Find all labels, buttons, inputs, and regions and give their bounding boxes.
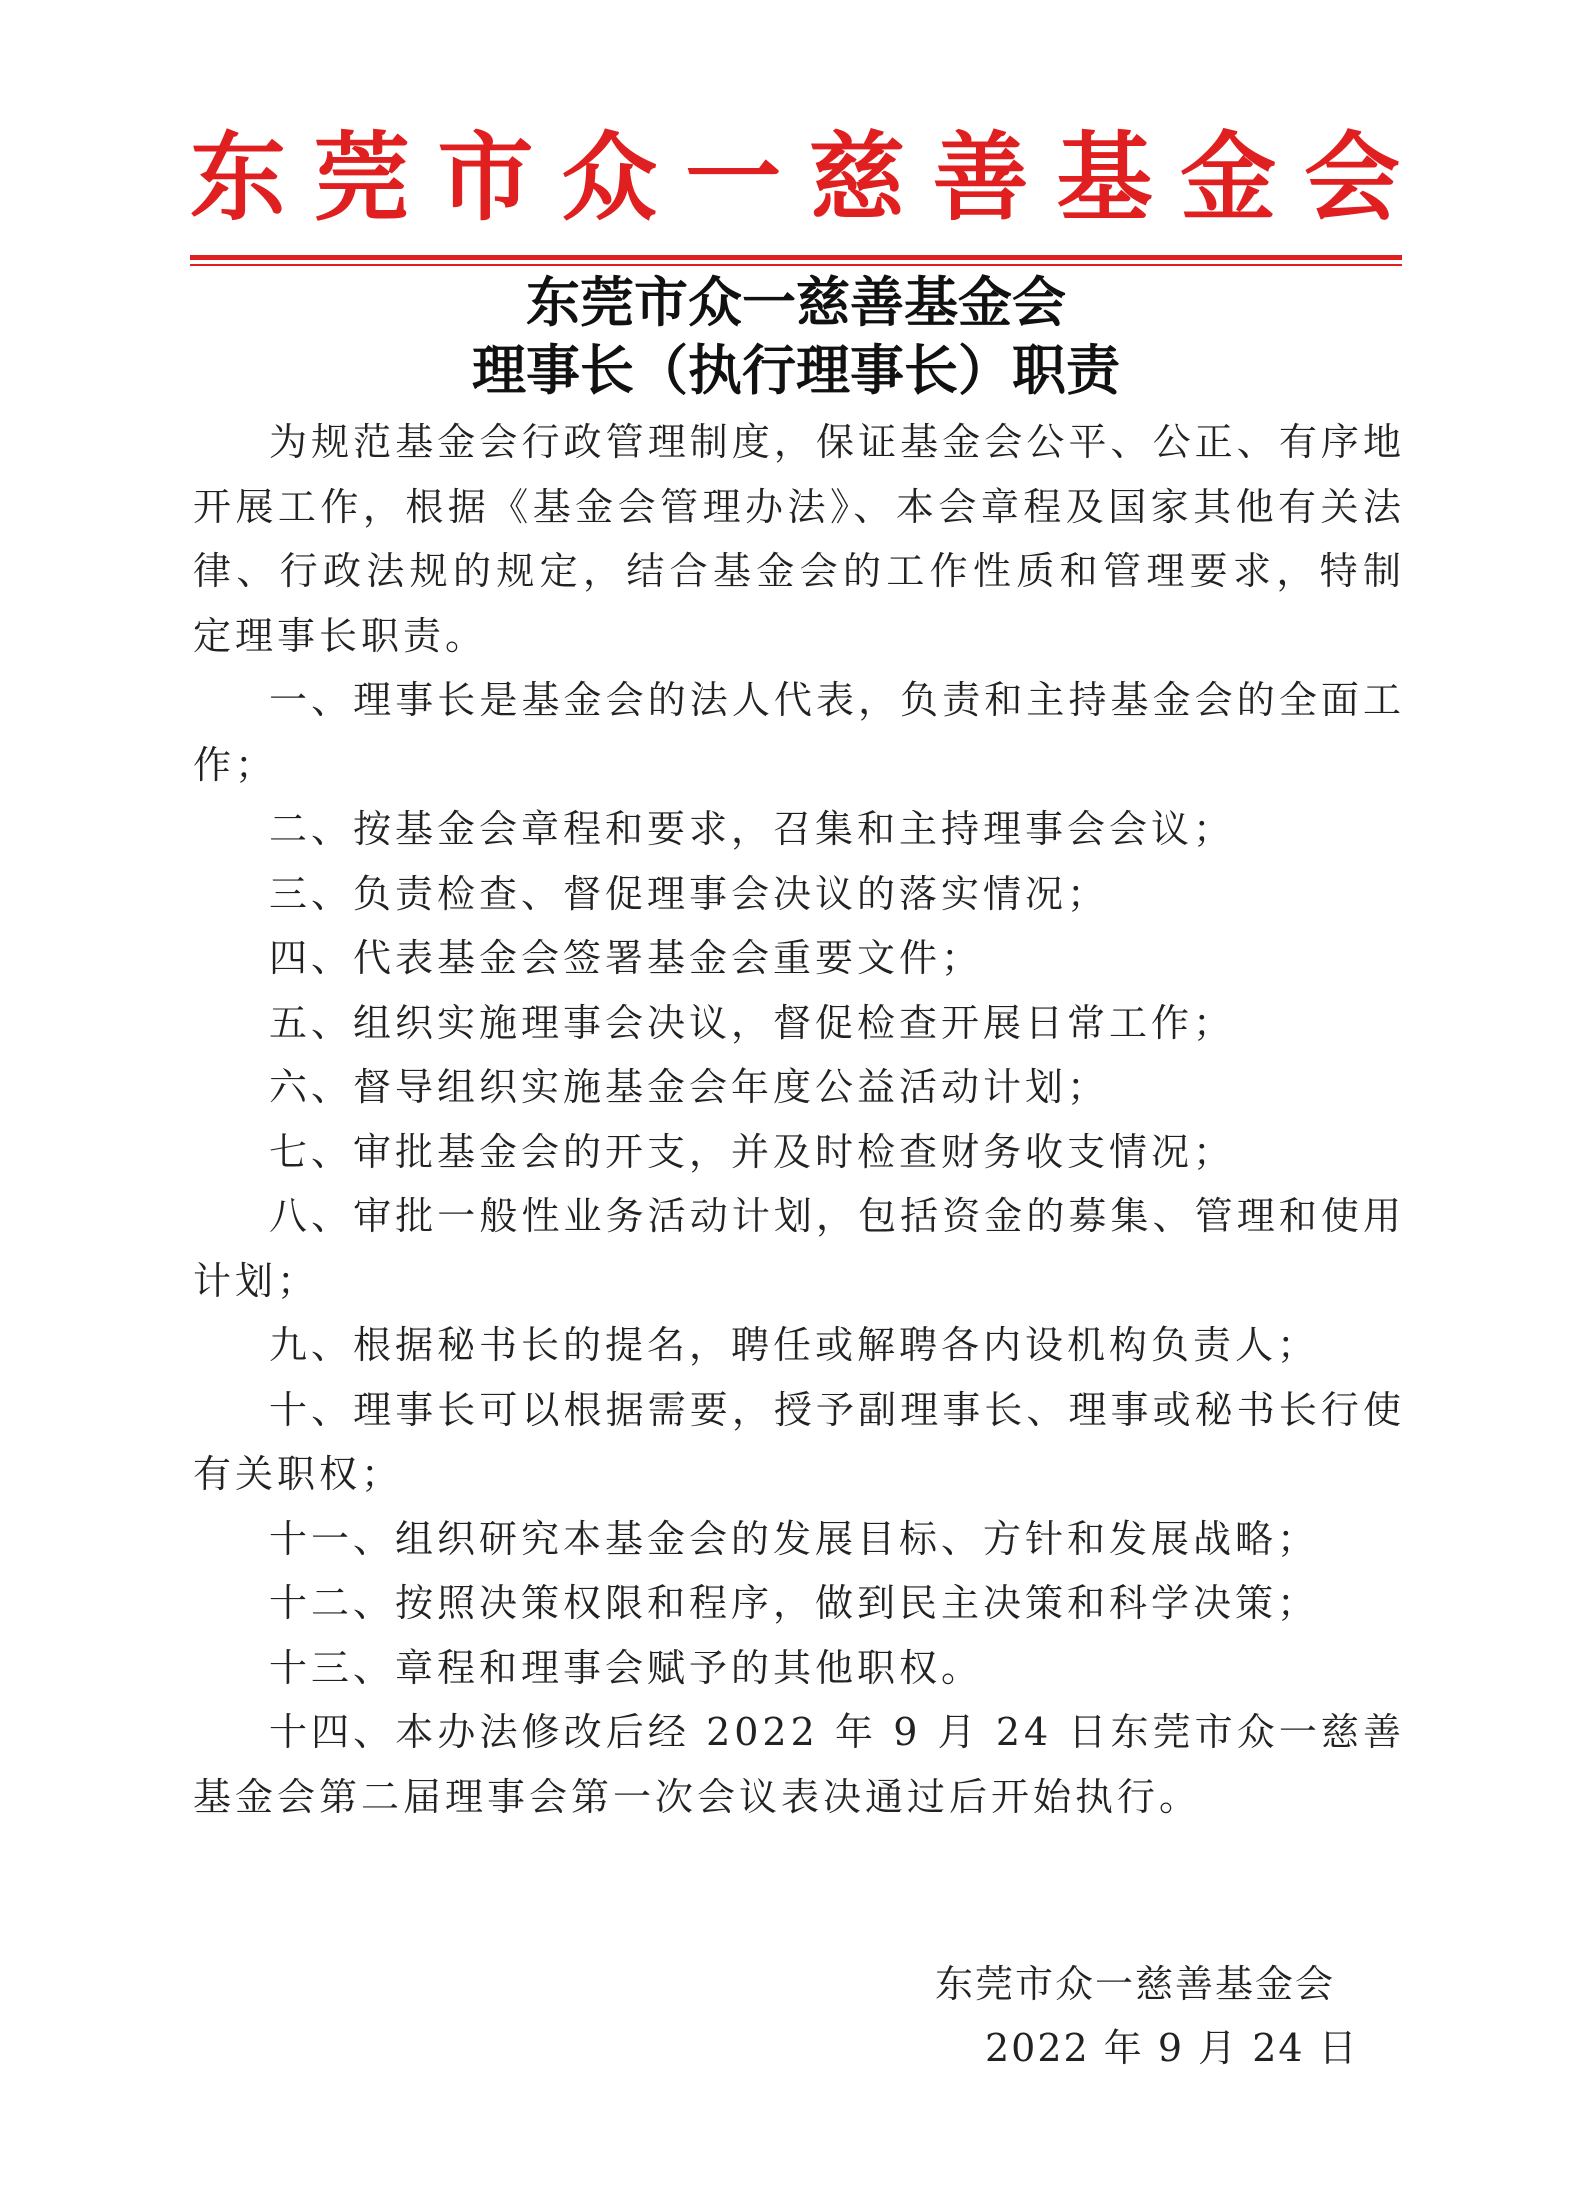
- clause-12: 十二、按照决策权限和程序，做到民主决策和科学决策；: [269, 1581, 1320, 1625]
- clause-2: 二、按基金会章程和要求，召集和主持理事会会议；: [269, 807, 1236, 851]
- letterhead-title: 东莞市众一慈善基金会: [190, 121, 1400, 234]
- document-body: [193, 410, 1405, 1829]
- clause-6: 六、督导组织实施基金会年度公益活动计划；: [269, 1065, 1110, 1109]
- signature-date: 2022 年 9 月 24 日: [985, 2026, 1359, 2070]
- clause-10: 十、理事长可以根据需要，授予副理事长、理事或秘书长行使有关职权；: [193, 1387, 1405, 1496]
- clause-9: 九、根据秘书长的提名，聘任或解聘各内设机构负责人；: [269, 1323, 1320, 1367]
- letterhead-rule-thin: [190, 264, 1402, 266]
- clause-14: 十四、本办法修改后经 2022 年 9 月 24 日东莞市众一慈善基金会第二届理事会第一次会议表决通过后开始执行。: [193, 1710, 1405, 1819]
- clause-1: 一、理事长是基金会的法人代表，负责和主持基金会的全面工作；: [193, 678, 1405, 787]
- clause-3: 三、负责检查、督促理事会决议的落实情况；: [269, 871, 1110, 916]
- document-title-line-1: 东莞市众一慈善基金会: [526, 270, 1066, 334]
- document-title-line-2: 理事长（执行理事长）职责: [472, 338, 1120, 402]
- clause-7: 七、审批基金会的开支，并及时检查财务收支情况；: [269, 1129, 1236, 1174]
- clause-5: 五、组织实施理事会决议，督促检查开展日常工作；: [269, 1000, 1236, 1045]
- clause-4: 四、代表基金会签署基金会重要文件；: [269, 936, 984, 980]
- preamble-paragraph: 为规范基金会行政管理制度，保证基金会公平、公正、有序地开展工作，根据《基金会管理办法》、本会章程及国家其他有关法律、行政法规的规定，结合基金会的工作性质和管理要求，特制定理事长职责。: [193, 420, 1405, 658]
- clause-11: 十一、组织研究本基金会的发展目标、方针和发展战略；: [269, 1516, 1320, 1561]
- clause-13: 十三、章程和理事会赋予的其他职权。: [269, 1645, 984, 1690]
- clause-8: 八、审批一般性业务活动计划，包括资金的募集、管理和使用计划；: [193, 1194, 1405, 1303]
- signature-organization: 东莞市众一慈善基金会: [935, 1962, 1336, 2006]
- letterhead-rule-thick: [190, 255, 1402, 260]
